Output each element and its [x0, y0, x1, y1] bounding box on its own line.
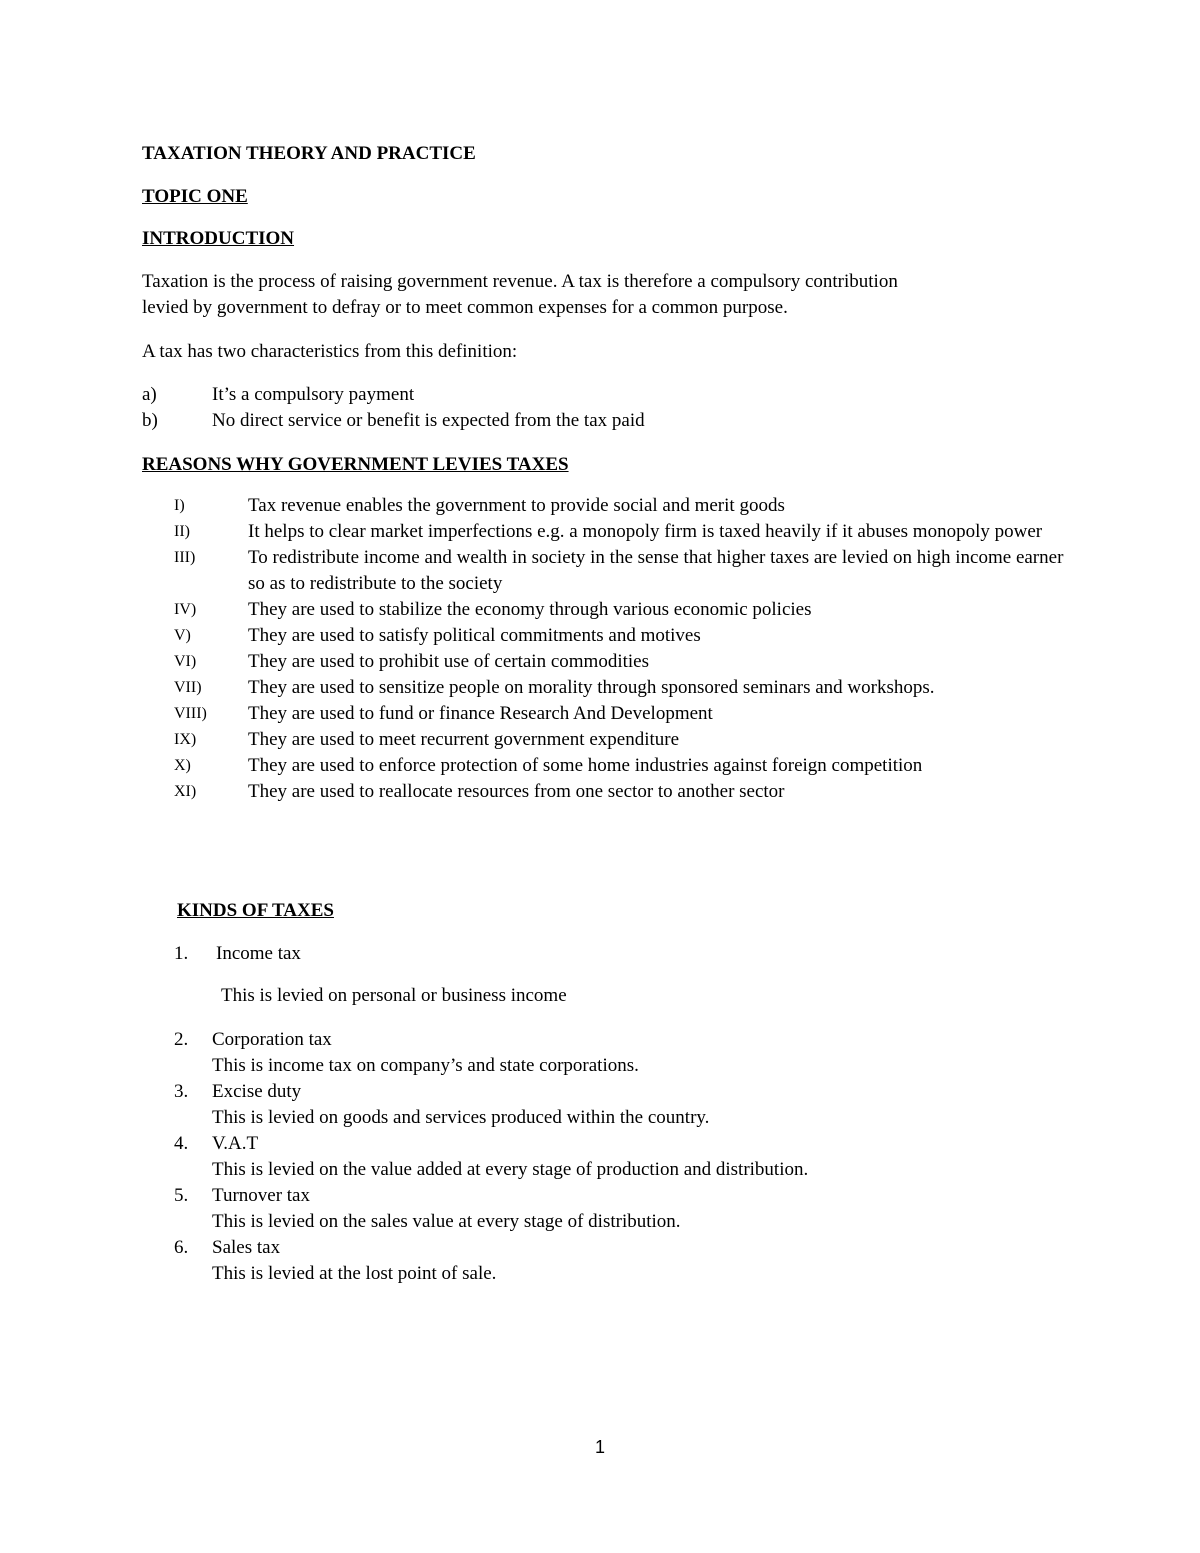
kind-name: Excise duty	[212, 1081, 302, 1102]
list-item	[174, 1235, 1074, 1287]
reasons-heading: REASONS WHY GOVERNMENT LEVIES TAXES	[142, 454, 569, 475]
list-text: It’s a compulsory payment	[212, 384, 415, 405]
list-text: They are used to sensitize people on morality through sponsored seminars and workshops.	[248, 677, 935, 698]
list-marker: IV)	[174, 601, 197, 618]
list-item	[174, 545, 1074, 597]
list-marker: VIII)	[174, 705, 207, 722]
kind-description: This is levied on the value added at every stage of production and distribution.	[212, 1159, 809, 1180]
characteristics-intro: A tax has two characteristics from this definition:	[142, 341, 518, 362]
list-marker: 1.	[174, 943, 189, 964]
list-item	[142, 382, 645, 408]
list-text: It helps to clear market imperfections e.g. a monopoly firm is taxed heavily if it abuses monopoly power	[248, 521, 1043, 542]
document-title: TAXATION THEORY AND PRACTICE	[142, 143, 476, 164]
list-text: They are used to prohibit use of certain commodities	[248, 651, 649, 672]
list-marker: II)	[174, 523, 190, 540]
kinds-heading: KINDS OF TAXES	[177, 900, 334, 921]
introduction-line-1: Taxation is the process of raising government revenue. A tax is therefore a compulsory contribution	[142, 271, 898, 292]
kind-name: Corporation tax	[212, 1029, 332, 1050]
introduction-line-2: levied by government to defray or to meet common expenses for a common purpose.	[142, 297, 788, 318]
kind-entry	[212, 1183, 1074, 1235]
list-item	[174, 623, 1074, 649]
kind-name: V.A.T	[212, 1133, 259, 1154]
list-item	[174, 493, 1074, 519]
list-text: They are used to enforce protection of some home industries against foreign competition	[248, 755, 923, 776]
list-text: They are used to satisfy political commitments and motives	[248, 625, 701, 646]
kinds-list	[174, 1027, 1074, 1287]
kind-description: This is levied at the lost point of sale.	[212, 1263, 497, 1284]
list-marker: 2.	[174, 1029, 189, 1050]
page-number: 1	[594, 1437, 605, 1457]
reasons-list	[174, 493, 1074, 805]
kind-name: Turnover tax	[212, 1185, 310, 1206]
list-text: They are used to meet recurrent government expenditure	[248, 729, 680, 750]
list-marker: IX)	[174, 731, 197, 748]
kind-description: This is levied on the sales value at every stage of distribution.	[212, 1211, 681, 1232]
list-marker: V)	[174, 627, 191, 644]
kind-name: Sales tax	[212, 1237, 281, 1258]
list-item	[174, 701, 1074, 727]
characteristics-list	[142, 382, 645, 434]
list-item	[174, 1027, 1074, 1079]
list-text: No direct service or benefit is expected from the tax paid	[212, 410, 645, 431]
list-marker: 6.	[174, 1237, 189, 1258]
kind-entry	[212, 1079, 1074, 1131]
list-marker: 5.	[174, 1185, 189, 1206]
list-text: They are used to fund or finance Research And Development	[248, 703, 713, 724]
kind-entry	[212, 1027, 1074, 1079]
list-marker: VII)	[174, 679, 202, 696]
list-item	[174, 1079, 1074, 1131]
list-item	[174, 753, 1074, 779]
list-marker: III)	[174, 549, 196, 566]
list-item	[174, 1131, 1074, 1183]
list-marker: XI)	[174, 783, 197, 800]
introduction-heading: INTRODUCTION	[142, 228, 295, 249]
list-item	[174, 727, 1074, 753]
list-marker: 3.	[174, 1081, 189, 1102]
kind-description: This is levied on goods and services produced within the country.	[212, 1107, 710, 1128]
list-marker: VI)	[174, 653, 197, 670]
list-marker: a)	[142, 384, 157, 405]
list-item	[174, 675, 1074, 701]
kind-description: This is income tax on company’s and state corporations.	[212, 1055, 639, 1076]
list-text: They are used to reallocate resources from one sector to another sector	[248, 781, 785, 802]
list-item	[174, 779, 1074, 805]
list-marker: b)	[142, 410, 158, 431]
list-text: To redistribute income and wealth in society in the sense that higher taxes are levied on high income earner so as to redistribute to the society	[248, 547, 1064, 594]
list-text: Tax revenue enables the government to provide social and merit goods	[248, 495, 785, 516]
kind-description: This is levied on personal or business income	[221, 985, 567, 1006]
kind-entry	[212, 1235, 1074, 1287]
list-item	[174, 519, 1074, 545]
list-item	[174, 649, 1074, 675]
list-marker: X)	[174, 757, 191, 774]
kind-name: Income tax	[216, 943, 301, 964]
topic-heading: TOPIC ONE	[142, 186, 248, 207]
introduction-paragraph	[142, 269, 1042, 321]
kind-item-income-tax	[174, 941, 1074, 967]
list-marker: I)	[174, 497, 185, 514]
list-item	[174, 597, 1074, 623]
list-text: They are used to stabilize the economy through various economic policies	[248, 599, 812, 620]
kind-entry	[212, 1131, 1074, 1183]
list-marker: 4.	[174, 1133, 189, 1154]
list-item	[174, 1183, 1074, 1235]
list-item	[142, 408, 645, 434]
